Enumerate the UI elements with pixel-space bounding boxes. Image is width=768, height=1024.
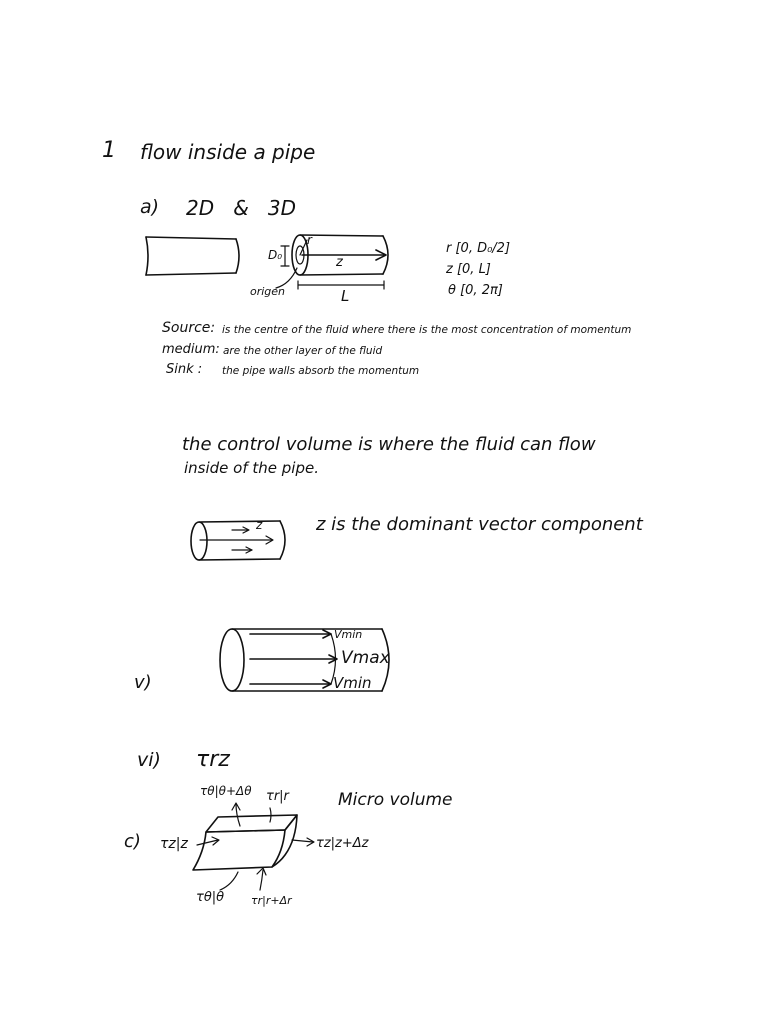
section-number: 1 (102, 138, 116, 163)
tau-r-label: τr|r (266, 789, 289, 804)
definition-text-medium: are the other layer of the fluid (223, 345, 383, 357)
vmax-label: Vmax (341, 648, 390, 668)
definition-term-medium: medium: (162, 342, 220, 357)
part-c-label: c) (124, 831, 141, 852)
dims-label: 2D & 3D (186, 196, 296, 220)
vmin-bottom-label: Vmin (333, 674, 372, 692)
part-v-label: v) (134, 672, 152, 693)
control-volume-line1: the control volume is where the fluid can flow (182, 434, 596, 455)
range-r: r [0, D₀/2] (446, 241, 511, 256)
vmin-top-label: Vmin (334, 628, 363, 641)
micro-volume-label: Micro volume (338, 790, 453, 810)
section-title: flow inside a pipe (140, 140, 316, 164)
definition-term-sink: Sink : (166, 362, 203, 377)
r-label: r (307, 233, 312, 247)
definition-text-sink: the pipe walls absorb the momentum (222, 365, 420, 377)
range-theta: θ [0, 2π] (448, 283, 503, 298)
z-label: z (336, 255, 343, 270)
d0-label: D₀ (268, 248, 283, 262)
tau-z-left-label: τz|z (160, 836, 188, 852)
tau-theta-label: τθ|θ (196, 890, 225, 905)
length-label: L (341, 287, 350, 305)
tau-theta-plus-label: τθ|θ+Δθ (200, 784, 252, 798)
control-volume-line2: inside of the pipe. (184, 459, 319, 477)
tau-z-plus-label: τz|z+Δz (316, 836, 369, 851)
definition-term-source: Source: (162, 320, 216, 336)
dominant-vector-text: z is the dominant vector component (316, 514, 643, 535)
range-z: z [0, L] (446, 262, 491, 277)
definition-text-source: is the centre of the fluid where there is the most concentration of momentum (222, 324, 632, 336)
part-vi-label: vi) (137, 749, 161, 771)
dominant-pipe-z-label: z (256, 518, 263, 532)
origin-label: origen (250, 285, 286, 298)
tau-r-plus-label: τr|r+Δr (251, 894, 292, 907)
tau-rz-symbol: τrz (196, 747, 230, 772)
part-a-label: a) (140, 196, 160, 218)
